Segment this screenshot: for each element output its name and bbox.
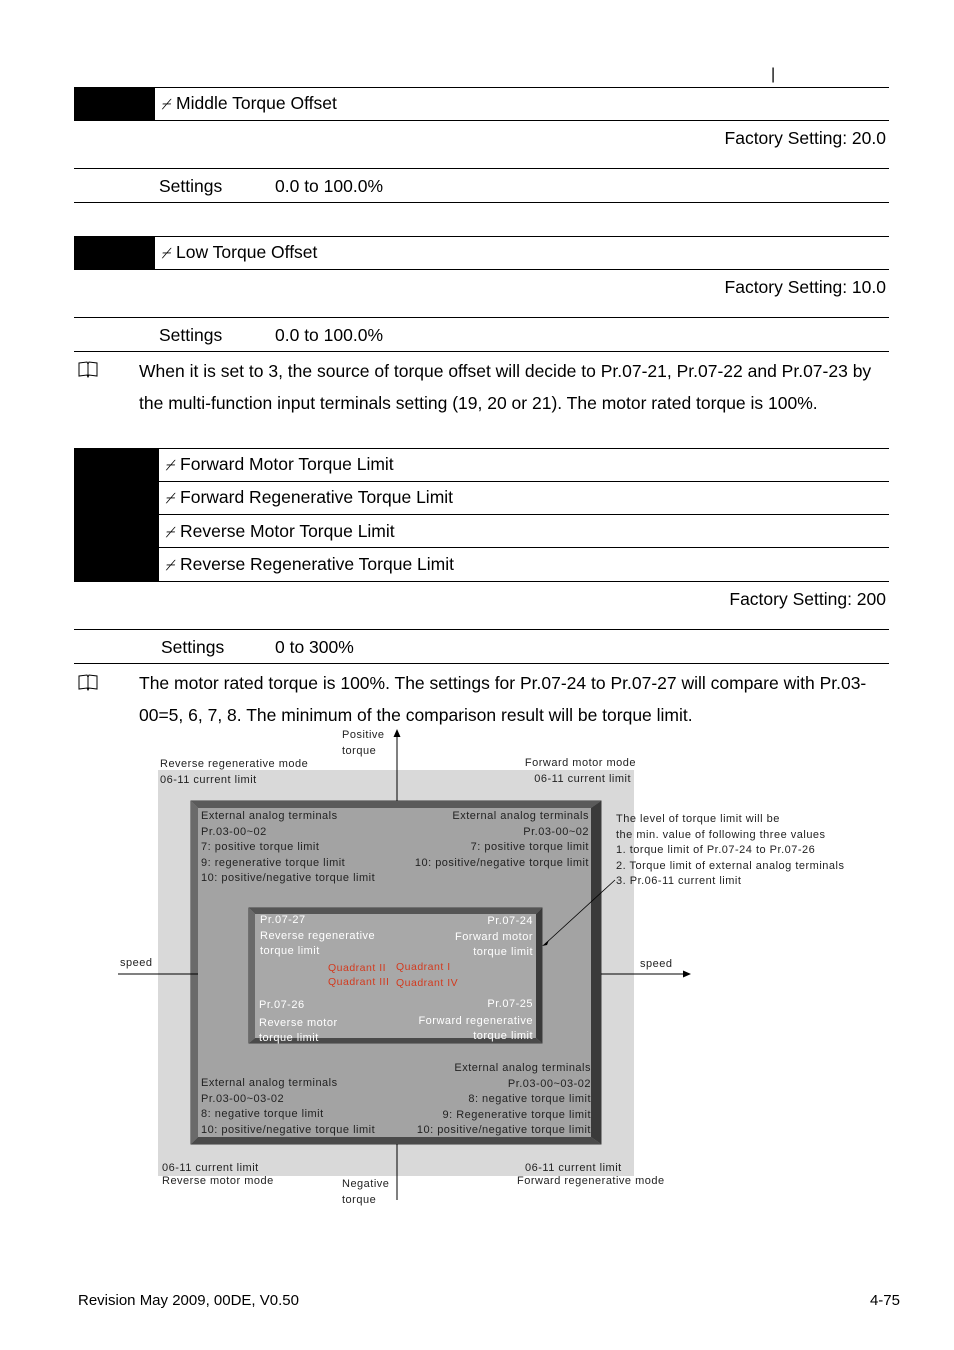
settings-label: Settings [161,637,225,657]
param-name: Reverse Motor Torque Limit [180,521,395,541]
param-change-icon: ⌿ [161,245,171,262]
quadrant-param-top-right: Pr.07-24 Forward motor torque limit [454,915,533,958]
quadrant-param-bottom-right: Pr.07-25 Forward regenerative torque limit [418,998,533,1042]
torque-limit-level-note: The level of torque limit will be the min. value of following three values 1. torque limit of Pr.07-24 to Pr.07-26 2. Torque limit of external analog terminals 3. Pr.06-11 current limit [616,813,845,887]
quadrant-param-top-left: Pr.07-27 Reverse regenerative torque limit [260,914,376,957]
settings-label: Settings [159,325,223,345]
speed-label-left: speed [120,957,153,969]
param-name: Forward Motor Torque Limit [180,454,394,474]
mode-bottom-left: 06-11 current limit Reverse motor mode [162,1162,274,1187]
quadrant-4-label: Quadrant IV [396,977,459,989]
negative-torque-label: Negative torque [342,1178,390,1206]
factory-setting: Factory Setting: 200 [729,589,886,609]
footer-revision: Revision May 2009, 00DE, V0.50 [78,1292,299,1309]
positive-torque-label: Positive torque [342,729,385,757]
settings-value: 0.0 to 100.0% [275,325,383,345]
settings-value: 0.0 to 100.0% [275,176,383,196]
param-change-icon: ⌿ [161,96,171,113]
factory-setting: Factory Setting: 10.0 [724,277,886,297]
param-name: Reverse Regenerative Torque Limit [180,554,454,574]
note-torque-limit-comparison: The motor rated torque is 100%. The settings for Pr.07-24 to Pr.07-27 will compare with Pr.03-00=5, 6, 7, 8. The minimum of the comparison result will be torque limit. [139,673,867,725]
settings-label: Settings [159,176,223,196]
quadrant-3-label: Quadrant III [328,976,390,988]
footer-page-number: 4-75 [869,1292,900,1309]
param-change-icon: ⌿ [165,524,175,541]
ext-analog-top-right: External analog terminals Pr.03-00~02 7: positive torque limit 10: positive/negative torque limit [414,810,589,869]
header-marker: | [771,66,776,83]
quadrant-1-label: Quadrant I [396,961,451,973]
param-name: Forward Regenerative Torque Limit [180,487,454,507]
note-torque-offset-source: When it is set to 3, the source of torque offset will decide to Pr.07-21, Pr.07-22 and Pr.07-23 by the multi-function input terminals setting (19, 20 or 21). The motor rated torque is 100%. [139,361,872,413]
settings-value: 0 to 300% [275,637,354,657]
ext-analog-top-left: External analog terminals Pr.03-00~02 7: positive torque limit 9: regenerative torque limit 10: positive/negative torque limit [201,810,376,884]
param-change-icon: ⌿ [165,457,175,474]
factory-setting: Factory Setting: 20.0 [724,128,886,148]
param-name: Middle Torque Offset [176,93,337,113]
ext-analog-bottom-right: External analog terminals Pr.03-00~03-02 8: negative torque limit 9: Regenerative torque limit 10: positive/negative torque limit [416,1062,591,1136]
mode-top-left: Reverse regenerative mode 06-11 current limit [160,758,309,786]
speed-label-right: speed [640,958,673,970]
param-change-icon: ⌿ [165,490,175,507]
param-name: Low Torque Offset [176,242,318,262]
ext-analog-bottom-left: External analog terminals Pr.03-00~03-02 8: negative torque limit 10: positive/negative torque limit [201,1077,376,1136]
mode-bottom-right: 06-11 current limit Forward regenerative mode [517,1162,665,1187]
quadrant-2-label: Quadrant II [328,962,387,974]
mode-top-right: Forward motor mode 06-11 current limit [524,757,636,785]
quadrant-param-bottom-left: Pr.07-26 Reverse motor torque limit [259,999,338,1044]
param-change-icon: ⌿ [165,557,175,574]
